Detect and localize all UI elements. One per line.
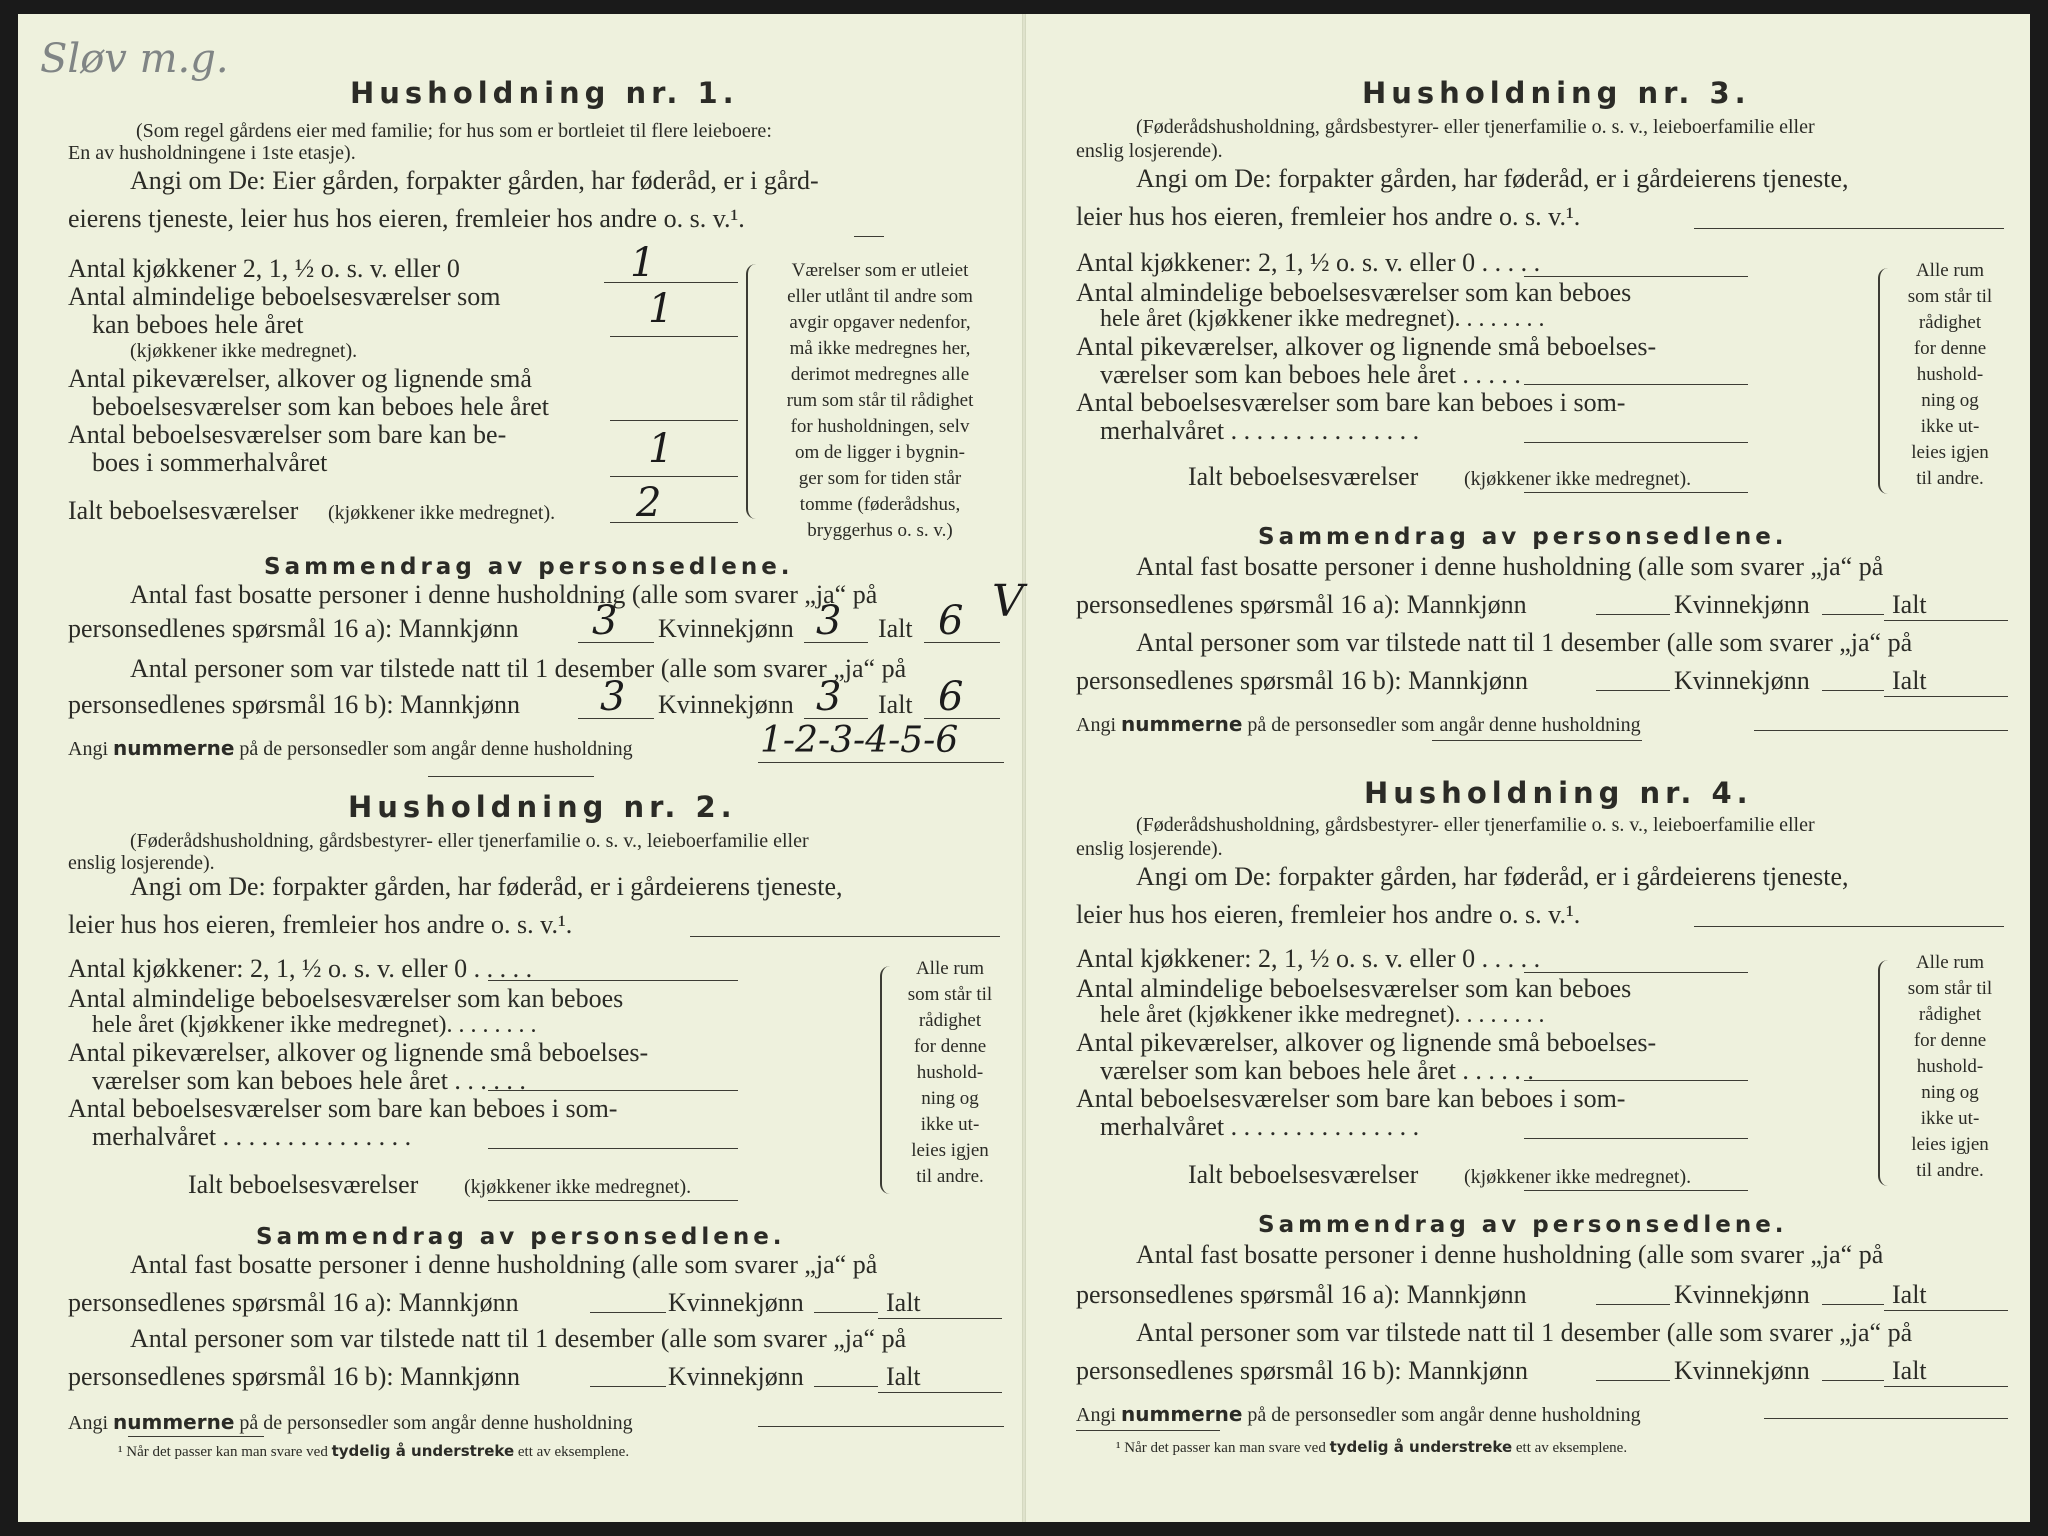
h4-small-rooms-label-2: værelser som kan beboes hele året . . . . . . — [1100, 1056, 1534, 1085]
household-2-note: (Føderådshusholdning, gårdsbestyrer- eller tjenerfamilie o. s. v., leieboerfamilie eller — [130, 830, 809, 852]
h3-16b-total-label: Ialt — [1892, 666, 1927, 695]
h1-16b-total-label: Ialt — [878, 690, 913, 719]
h2-total-note: (kjøkkener ikke medregnet). — [464, 1176, 692, 1198]
side-note-line: om de ligger i bygnin- — [795, 442, 965, 463]
h4-16b-label: personsedlenes spørsmål 16 b): Mannkjønn — [1076, 1356, 1529, 1385]
side-note-line: til andre. — [1916, 1160, 1984, 1181]
h4-resident-persons-line: Antal fast bosatte personer i denne husholdning (alle som svarer „ja“ på — [1136, 1240, 1884, 1269]
h3-rooms-label-2: hele året (kjøkkener ikke medregnet). . . . . . . . — [1100, 306, 1545, 332]
side-note-line: bryggerhus o. s. v.) — [807, 520, 953, 541]
h1-summer-rooms-label-2: boes i sommerhalvåret — [92, 448, 328, 477]
h3-small-rooms-label: Antal pikeværelser, alkover og lignende små beboelses- — [1076, 332, 1657, 361]
h1-16a-female: 3 — [816, 598, 842, 644]
household-4-angi-line2: leier hus hos eieren, fremleier hos andre o. s. v.¹. — [1076, 900, 1581, 929]
h2-resident-persons-line: Antal fast bosatte personer i denne husholdning (alle som svarer „ja“ på — [130, 1250, 878, 1279]
answer-line — [1764, 1418, 2008, 1419]
answer-line — [488, 1200, 738, 1201]
h4-summary-title: Sammendrag av personsedlene. — [1258, 1212, 1788, 1238]
numbers-label-rest: på de personsedler som angår denne husholdning — [239, 738, 633, 760]
h2-summer-rooms-label-2: merhalvåret . . . . . . . . . . . . . . . — [92, 1122, 412, 1151]
h1-rooms-label: Antal almindelige beboelsesværelser som — [68, 282, 501, 311]
answer-line — [578, 642, 654, 643]
separator — [1432, 740, 1642, 741]
numbers-label-angi: Angi — [1076, 714, 1116, 736]
h1-kitchens-value: 1 — [630, 240, 656, 286]
answer-line — [488, 1090, 738, 1091]
side-note-line: eller utlånt til andre som — [787, 286, 973, 307]
h2-16a-label: personsedlenes spørsmål 16 a): Mannkjønn — [68, 1288, 519, 1317]
h4-16b-total-label: Ialt — [1892, 1356, 1927, 1385]
footnote-text: ¹ Når det passer kan man svare ved — [1116, 1440, 1326, 1456]
household-4-note-2: enslig losjerende). — [1076, 838, 1223, 860]
h2-16b-label: personsedlenes spørsmål 16 b): Mannkjønn — [68, 1362, 521, 1391]
h1-rooms-label-2: kan beboes hele året — [92, 310, 304, 339]
footnote-bold: tydelig å understreke — [331, 1442, 515, 1460]
side-note-line: leies igjen — [1911, 442, 1989, 463]
side-note-line: til andre. — [916, 1166, 984, 1187]
answer-line — [1822, 1380, 1884, 1381]
h2-kitchens-label: Antal kjøkkener: 2, 1, ½ o. s. v. eller 0 . . . . . — [68, 954, 533, 983]
household-2-title: Husholdning nr. 2. — [348, 790, 737, 824]
answer-line — [1524, 276, 1748, 277]
side-note-line: for denne — [1913, 1030, 1987, 1051]
answer-line — [1596, 690, 1670, 691]
household-4-title: Husholdning nr. 4. — [1364, 776, 1753, 810]
h3-16b-label: personsedlenes spørsmål 16 b): Mannkjønn — [1076, 666, 1529, 695]
h2-present-persons-line: Antal personer som var tilstede natt til 1 desember (alle som svarer „ja“ på — [130, 1324, 907, 1353]
answer-line — [758, 1426, 1004, 1427]
side-note-line: ger som for tiden står — [798, 468, 962, 489]
h3-16a-female-label: Kvinnekjønn — [1674, 590, 1810, 619]
h4-rooms-label: Antal almindelige beboelsesværelser som kan beboes — [1076, 974, 1632, 1003]
answer-line — [1822, 614, 1884, 615]
h1-summer-rooms-value: 1 — [648, 426, 674, 472]
h2-numbers-label — [68, 1410, 633, 1435]
h2-16b-female-label: Kvinnekjønn — [668, 1362, 804, 1391]
side-note-line: derimot medregnes alle — [790, 364, 970, 385]
side-note-line: ikke ut- — [1920, 416, 1980, 437]
h1-16b-female-label: Kvinnekjønn — [658, 690, 794, 719]
h1-summer-rooms-label: Antal beboelsesværelser som bare kan be- — [68, 420, 507, 449]
h1-16b-female: 3 — [816, 674, 842, 720]
household-3-angi-line2: leier hus hos eieren, fremleier hos andre o. s. v.¹. — [1076, 202, 1581, 231]
side-note-line: ikke ut- — [920, 1114, 980, 1135]
side-note-line: som står til — [1907, 286, 1993, 307]
answer-line — [814, 1386, 878, 1387]
household-1-title: Husholdning nr. 1. — [350, 76, 739, 110]
household-1-angi-line1: Angi om De: Eier gården, forpakter gården, har føderåd, er i gård- — [130, 166, 819, 195]
h4-16a-total-label: Ialt — [1892, 1280, 1927, 1309]
h2-rooms-label: Antal almindelige beboelsesværelser som kan beboes — [68, 984, 624, 1013]
answer-line — [878, 1318, 1002, 1319]
household-4-note: (Føderådshusholdning, gårdsbestyrer- eller tjenerfamilie o. s. v., leieboerfamilie eller — [1136, 814, 1815, 836]
answer-line — [590, 1386, 666, 1387]
answer-line — [604, 282, 738, 283]
numbers-label-rest: på de personsedler som angår denne husholdning — [1247, 714, 1641, 736]
h3-total-note: (kjøkkener ikke medregnet). — [1464, 468, 1692, 490]
answer-line — [1524, 442, 1748, 443]
household-1-note: (Som regel gårdens eier med familie; for hus som er bortleiet til flere leieboere: — [136, 120, 772, 142]
side-note-line: leies igjen — [911, 1140, 989, 1161]
answer-line — [488, 980, 738, 981]
answer-line — [1822, 690, 1884, 691]
answer-line — [1596, 614, 1670, 615]
answer-line — [1524, 1138, 1748, 1139]
h1-16a-male: 3 — [592, 598, 618, 644]
h4-present-persons-line: Antal personer som var tilstede natt til 1 desember (alle som svarer „ja“ på — [1136, 1318, 1913, 1347]
h2-total-label: Ialt beboelsesværelser — [188, 1170, 419, 1199]
h3-summer-rooms-label-2: merhalvåret . . . . . . . . . . . . . . . — [1100, 416, 1420, 445]
numbers-label-rest: på de personsedler som angår denne husholdning — [239, 1412, 633, 1434]
answer-line — [1694, 228, 2004, 229]
numbers-label-bold: nummerne — [113, 1410, 235, 1434]
h4-numbers-label — [1076, 1402, 1641, 1427]
h4-rooms-label-2: hele året (kjøkkener ikke medregnet). . . . . . . . — [1100, 1002, 1545, 1028]
side-note-line: rådighet — [918, 1010, 982, 1031]
household-2-angi-line1: Angi om De: forpakter gården, har føderåd, er i gårdeierens tjeneste, — [130, 872, 843, 901]
h2-summer-rooms-label: Antal beboelsesværelser som bare kan beboes i som- — [68, 1094, 618, 1123]
footnote-bold: tydelig å understreke — [1329, 1438, 1513, 1456]
household-2-note-2: enslig losjerende). — [68, 852, 215, 874]
h4-total-note: (kjøkkener ikke medregnet). — [1464, 1166, 1692, 1188]
h1-total-value: 2 — [636, 480, 662, 526]
h3-summary-title: Sammendrag av personsedlene. — [1258, 524, 1788, 550]
h1-resident-persons-line: Antal fast bosatte personer i denne husholdning (alle som svarer „ja“ på — [130, 580, 878, 609]
side-note-line: for denne — [1913, 338, 1987, 359]
h4-kitchens-label: Antal kjøkkener: 2, 1, ½ o. s. v. eller 0 . . . . . — [1076, 944, 1541, 973]
numbers-label-bold: nummerne — [113, 736, 235, 760]
footnote-text-end: ett av eksemplene. — [517, 1444, 630, 1460]
h3-16b-female-label: Kvinnekjønn — [1674, 666, 1810, 695]
numbers-label-bold: nummerne — [1121, 712, 1243, 736]
side-note-line: for denne — [913, 1036, 987, 1057]
h2-side-note — [888, 956, 1012, 1190]
side-note-line: hushold- — [1916, 364, 1984, 385]
answer-line — [578, 718, 654, 719]
answer-line — [1884, 1310, 2008, 1311]
h1-16a-total-label: Ialt — [878, 614, 913, 643]
h4-16b-female-label: Kvinnekjønn — [1674, 1356, 1810, 1385]
numbers-label-angi: Angi — [1076, 1404, 1116, 1426]
h1-16b-male: 3 — [600, 674, 626, 720]
side-note-line: avgir opgaver nedenfor, — [789, 312, 971, 333]
answer-line — [488, 1148, 738, 1149]
side-note-line: rådighet — [1918, 312, 1982, 333]
household-1-note-2: En av husholdningene i 1ste etasje). — [68, 142, 356, 164]
footnote-text: ¹ Når det passer kan man svare ved — [118, 1444, 328, 1460]
h3-present-persons-line: Antal personer som var tilstede natt til 1 desember (alle som svarer „ja“ på — [1136, 628, 1913, 657]
h1-small-rooms-label: Antal pikeværelser, alkover og lignende små — [68, 364, 532, 393]
side-note-line: Værelser som er utleiet — [791, 260, 969, 281]
h4-16a-label: personsedlenes spørsmål 16 a): Mannkjønn — [1076, 1280, 1527, 1309]
answer-line — [1754, 730, 2008, 731]
household-2-angi-line2: leier hus hos eieren, fremleier hos andre o. s. v.¹. — [68, 910, 573, 939]
answer-line — [610, 476, 738, 477]
side-note-line: ning og — [1921, 390, 1979, 411]
h2-16a-total-label: Ialt — [886, 1288, 921, 1317]
h3-side-note — [1888, 258, 2012, 492]
side-note-line: som står til — [1907, 978, 1993, 999]
household-3-angi-line1: Angi om De: forpakter gården, har føderåd, er i gårdeierens tjeneste, — [1136, 164, 1849, 193]
h1-rooms-note: (kjøkkener ikke medregnet). — [130, 340, 358, 362]
answer-line — [814, 1312, 878, 1313]
h3-16a-total-label: Ialt — [1892, 590, 1927, 619]
census-form-sheet — [18, 14, 2030, 1522]
answer-line — [1884, 1386, 2008, 1387]
h1-small-rooms-label-2: beboelsesværelser som kan beboes hele året — [92, 392, 550, 421]
side-note-line: rådighet — [1918, 1004, 1982, 1025]
side-note-line: hushold- — [1916, 1056, 1984, 1077]
separator — [428, 776, 594, 777]
h1-present-persons-line: Antal personer som var tilstede natt til 1 desember (alle som svarer „ja“ på — [130, 654, 907, 683]
separator — [1076, 1430, 1220, 1431]
h1-16a-label: personsedlenes spørsmål 16 a): Mannkjønn — [68, 614, 519, 643]
household-3-title: Husholdning nr. 3. — [1362, 76, 1751, 110]
answer-line — [690, 936, 1000, 937]
checkmark: V — [992, 576, 1024, 627]
h1-total-note: (kjøkkener ikke medregnet). — [328, 502, 556, 524]
h4-small-rooms-label: Antal pikeværelser, alkover og lignende små beboelses- — [1076, 1028, 1657, 1057]
numbers-label-bold: nummerne — [1121, 1402, 1243, 1426]
side-note-line: Alle rum — [1915, 952, 1985, 973]
side-note-line: til andre. — [1916, 468, 1984, 489]
side-note-line: ning og — [921, 1088, 979, 1109]
side-note-line: rum som står til rådighet — [786, 390, 974, 411]
h1-16a-female-label: Kvinnekjønn — [658, 614, 794, 643]
household-1-angi-line2: eierens tjeneste, leier hus hos eieren, fremleier hos andre o. s. v.¹. — [68, 204, 745, 233]
h1-kitchens-label: Antal kjøkkener 2, 1, ½ o. s. v. eller 0 — [68, 254, 460, 283]
h3-small-rooms-label-2: værelser som kan beboes hele året . . . . . — [1100, 360, 1521, 389]
footnote — [118, 1442, 629, 1461]
answer-line — [1822, 1304, 1884, 1305]
answer-line — [878, 1392, 1002, 1393]
answer-line — [854, 236, 884, 237]
side-note-line: tomme (føderådshus, — [799, 494, 961, 515]
answer-line — [610, 336, 738, 337]
answer-line — [1884, 696, 2008, 697]
answer-line — [1596, 1304, 1670, 1305]
answer-line — [1524, 492, 1748, 493]
answer-line — [924, 718, 1000, 719]
answer-line — [610, 420, 738, 421]
side-note-line: for husholdningen, selv — [790, 416, 970, 437]
left-page — [18, 14, 1023, 1522]
answer-line — [1524, 1080, 1748, 1081]
h2-rooms-label-2: hele året (kjøkkener ikke medregnet). . . . . . . . — [92, 1012, 537, 1038]
answer-line — [1694, 926, 2004, 927]
side-note-line: som står til — [907, 984, 993, 1005]
h4-16a-female-label: Kvinnekjønn — [1674, 1280, 1810, 1309]
side-note-line: leies igjen — [1911, 1134, 1989, 1155]
h1-numbers-label — [68, 736, 633, 761]
answer-line — [1596, 1380, 1670, 1381]
answer-line — [1524, 1190, 1748, 1191]
h3-rooms-label: Antal almindelige beboelsesværelser som kan beboes — [1076, 278, 1632, 307]
pencil-margin-note: Sløv m.g. — [40, 36, 229, 82]
h2-small-rooms-label-2: værelser som kan beboes hele året . . . . . . — [92, 1066, 526, 1095]
brace — [746, 264, 758, 519]
side-note-line: Alle rum — [1915, 260, 1985, 281]
h3-16a-label: personsedlenes spørsmål 16 a): Mannkjønn — [1076, 590, 1527, 619]
h3-total-label: Ialt beboelsesværelser — [1188, 462, 1419, 491]
answer-line — [804, 718, 868, 719]
h4-summer-rooms-label-2: merhalvåret . . . . . . . . . . . . . . . — [1100, 1112, 1420, 1141]
h1-side-note — [758, 258, 1002, 544]
answer-line — [1884, 620, 2008, 621]
h4-summer-rooms-label: Antal beboelsesværelser som bare kan beboes i som- — [1076, 1084, 1626, 1113]
h3-resident-persons-line: Antal fast bosatte personer i denne husholdning (alle som svarer „ja“ på — [1136, 552, 1884, 581]
answer-line — [1524, 384, 1748, 385]
h3-summer-rooms-label: Antal beboelsesværelser som bare kan beboes i som- — [1076, 388, 1626, 417]
separator — [128, 1436, 264, 1437]
h2-16a-female-label: Kvinnekjønn — [668, 1288, 804, 1317]
side-note-line: ikke ut- — [1920, 1108, 1980, 1129]
h4-side-note — [1888, 950, 2012, 1184]
household-3-note: (Føderådshusholdning, gårdsbestyrer- eller tjenerfamilie o. s. v., leieboerfamilie eller — [1136, 116, 1815, 138]
h1-summary-title: Sammendrag av personsedlene. — [264, 554, 794, 580]
h1-16a-total: 6 — [938, 598, 964, 644]
h3-numbers-label — [1076, 712, 1641, 737]
footnote — [1116, 1438, 1627, 1457]
h4-total-label: Ialt beboelsesværelser — [1188, 1160, 1419, 1189]
h1-16b-total: 6 — [938, 674, 964, 720]
h1-total-label: Ialt beboelsesværelser — [68, 496, 299, 525]
h3-kitchens-label: Antal kjøkkener: 2, 1, ½ o. s. v. eller 0 . . . . . — [1076, 248, 1541, 277]
h2-small-rooms-label: Antal pikeværelser, alkover og lignende små beboelses- — [68, 1038, 649, 1067]
household-3-note-2: enslig losjerende). — [1076, 140, 1223, 162]
side-note-line: Alle rum — [915, 958, 985, 979]
footnote-text-end: ett av eksemplene. — [1515, 1440, 1628, 1456]
h1-sheet-numbers: 1-2-3-4-5-6 — [760, 720, 959, 761]
answer-line — [804, 642, 868, 643]
right-page — [1024, 14, 2030, 1522]
numbers-label-rest: på de personsedler som angår denne husholdning — [1247, 1404, 1641, 1426]
side-note-line: hushold- — [916, 1062, 984, 1083]
h1-16b-label: personsedlenes spørsmål 16 b): Mannkjønn — [68, 690, 521, 719]
h1-rooms-value: 1 — [648, 286, 674, 332]
household-4-angi-line1: Angi om De: forpakter gården, har føderåd, er i gårdeierens tjeneste, — [1136, 862, 1849, 891]
answer-line — [924, 642, 1000, 643]
numbers-label-angi: Angi — [68, 738, 108, 760]
h2-16b-total-label: Ialt — [886, 1362, 921, 1391]
answer-line — [758, 762, 1004, 763]
side-note-line: må ikke medregnes her, — [789, 338, 971, 359]
numbers-label-angi: Angi — [68, 1412, 108, 1434]
side-note-line: ning og — [1921, 1082, 1979, 1103]
answer-line — [590, 1312, 666, 1313]
answer-line — [1524, 972, 1748, 973]
h2-summary-title: Sammendrag av personsedlene. — [256, 1224, 786, 1250]
answer-line — [610, 522, 738, 523]
